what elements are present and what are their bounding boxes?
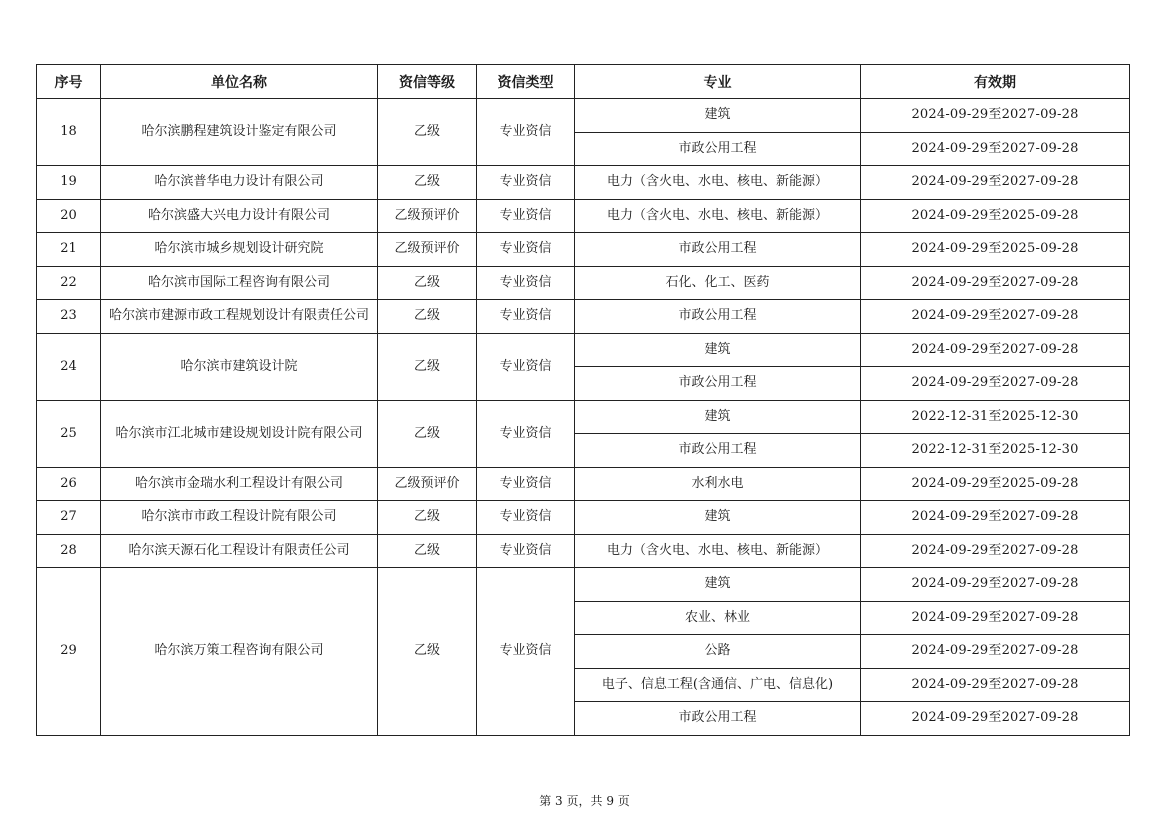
cell-period: 2024-09-29至2027-09-28 <box>861 266 1130 300</box>
cell-unit-name: 哈尔滨万策工程咨询有限公司 <box>101 568 378 736</box>
cell-type: 专业资信 <box>477 166 575 200</box>
cell-major: 石化、化工、医药 <box>575 266 861 300</box>
cell-unit-name: 哈尔滨市金瑞水利工程设计有限公司 <box>101 467 378 501</box>
cell-period: 2022-12-31至2025-12-30 <box>861 400 1130 434</box>
table-row <box>37 300 1130 334</box>
header-period: 有效期 <box>861 65 1130 99</box>
cell-no: 26 <box>37 467 101 501</box>
cell-major: 建筑 <box>575 99 861 133</box>
table-row <box>37 266 1130 300</box>
cell-no: 18 <box>37 99 101 166</box>
cell-level: 乙级预评价 <box>378 199 477 233</box>
cell-period: 2024-09-29至2027-09-28 <box>861 367 1130 401</box>
cell-level: 乙级 <box>378 400 477 467</box>
header-unit-name: 单位名称 <box>101 65 378 99</box>
cell-level: 乙级 <box>378 333 477 400</box>
header-type: 资信类型 <box>477 65 575 99</box>
cell-no: 20 <box>37 199 101 233</box>
cell-level: 乙级 <box>378 534 477 568</box>
cell-unit-name: 哈尔滨盛大兴电力设计有限公司 <box>101 199 378 233</box>
table-header-row <box>37 65 1130 99</box>
cell-no: 27 <box>37 501 101 535</box>
cell-major: 农业、林业 <box>575 601 861 635</box>
cell-period: 2024-09-29至2027-09-28 <box>861 300 1130 334</box>
cell-level: 乙级 <box>378 501 477 535</box>
cell-no: 23 <box>37 300 101 334</box>
header-no: 序号 <box>37 65 101 99</box>
cell-level: 乙级 <box>378 166 477 200</box>
cell-type: 专业资信 <box>477 300 575 334</box>
cell-level: 乙级 <box>378 568 477 736</box>
cell-major: 建筑 <box>575 568 861 602</box>
cell-major: 电子、信息工程(含通信、广电、信息化) <box>575 668 861 702</box>
table-body <box>37 99 1130 736</box>
cell-type: 专业资信 <box>477 534 575 568</box>
cell-major: 市政公用工程 <box>575 702 861 736</box>
cell-period: 2024-09-29至2027-09-28 <box>861 132 1130 166</box>
cell-type: 专业资信 <box>477 99 575 166</box>
cell-period: 2024-09-29至2027-09-28 <box>861 668 1130 702</box>
cell-type: 专业资信 <box>477 266 575 300</box>
cell-major: 建筑 <box>575 333 861 367</box>
header-level: 资信等级 <box>378 65 477 99</box>
cell-no: 25 <box>37 400 101 467</box>
cell-level: 乙级预评价 <box>378 467 477 501</box>
cell-unit-name: 哈尔滨市江北城市建设规划设计院有限公司 <box>101 400 378 467</box>
cell-level: 乙级 <box>378 99 477 166</box>
cell-type: 专业资信 <box>477 568 575 736</box>
cell-no: 21 <box>37 233 101 267</box>
table-row <box>37 534 1130 568</box>
cell-unit-name: 哈尔滨市建筑设计院 <box>101 333 378 400</box>
cell-no: 28 <box>37 534 101 568</box>
cell-major: 建筑 <box>575 501 861 535</box>
header-major: 专业 <box>575 65 861 99</box>
cell-no: 19 <box>37 166 101 200</box>
cell-level: 乙级预评价 <box>378 233 477 267</box>
cell-unit-name: 哈尔滨市建源市政工程规划设计有限责任公司 <box>101 300 378 334</box>
cell-unit-name: 哈尔滨鹏程建筑设计鉴定有限公司 <box>101 99 378 166</box>
cell-type: 专业资信 <box>477 501 575 535</box>
cell-period: 2024-09-29至2025-09-28 <box>861 233 1130 267</box>
cell-period: 2024-09-29至2027-09-28 <box>861 601 1130 635</box>
cell-period: 2024-09-29至2027-09-28 <box>861 635 1130 669</box>
cell-period: 2024-09-29至2027-09-28 <box>861 702 1130 736</box>
table-row <box>37 568 1130 602</box>
cell-level: 乙级 <box>378 300 477 334</box>
table-row <box>37 501 1130 535</box>
cell-unit-name: 哈尔滨普华电力设计有限公司 <box>101 166 378 200</box>
cell-period: 2024-09-29至2027-09-28 <box>861 568 1130 602</box>
cell-period: 2024-09-29至2025-09-28 <box>861 199 1130 233</box>
cell-unit-name: 哈尔滨市国际工程咨询有限公司 <box>101 266 378 300</box>
cell-period: 2024-09-29至2027-09-28 <box>861 333 1130 367</box>
cell-no: 22 <box>37 266 101 300</box>
cell-type: 专业资信 <box>477 400 575 467</box>
cell-major: 水利水电 <box>575 467 861 501</box>
cell-major: 市政公用工程 <box>575 367 861 401</box>
cell-major: 电力（含火电、水电、核电、新能源） <box>575 166 861 200</box>
cell-major: 市政公用工程 <box>575 300 861 334</box>
cell-major: 电力（含火电、水电、核电、新能源） <box>575 199 861 233</box>
table-row <box>37 99 1130 133</box>
cell-no: 29 <box>37 568 101 736</box>
cell-period: 2024-09-29至2027-09-28 <box>861 166 1130 200</box>
cell-period: 2024-09-29至2027-09-28 <box>861 501 1130 535</box>
cell-level: 乙级 <box>378 266 477 300</box>
table-row <box>37 199 1130 233</box>
cell-type: 专业资信 <box>477 467 575 501</box>
cell-type: 专业资信 <box>477 333 575 400</box>
table-row <box>37 166 1130 200</box>
cell-major: 市政公用工程 <box>575 132 861 166</box>
cell-unit-name: 哈尔滨市城乡规划设计研究院 <box>101 233 378 267</box>
table-row <box>37 233 1130 267</box>
table-row <box>37 467 1130 501</box>
cell-type: 专业资信 <box>477 199 575 233</box>
qualification-table <box>36 64 1130 736</box>
cell-period: 2024-09-29至2025-09-28 <box>861 467 1130 501</box>
cell-type: 专业资信 <box>477 233 575 267</box>
cell-period: 2024-09-29至2027-09-28 <box>861 99 1130 133</box>
cell-major: 建筑 <box>575 400 861 434</box>
cell-major: 公路 <box>575 635 861 669</box>
cell-period: 2022-12-31至2025-12-30 <box>861 434 1130 468</box>
cell-unit-name: 哈尔滨市市政工程设计院有限公司 <box>101 501 378 535</box>
cell-major: 市政公用工程 <box>575 434 861 468</box>
cell-unit-name: 哈尔滨天源石化工程设计有限责任公司 <box>101 534 378 568</box>
table-row <box>37 333 1130 367</box>
cell-major: 市政公用工程 <box>575 233 861 267</box>
cell-no: 24 <box>37 333 101 400</box>
table-row <box>37 400 1130 434</box>
page-footer: 第 3 页，共 9 页 <box>539 794 630 808</box>
cell-period: 2024-09-29至2027-09-28 <box>861 534 1130 568</box>
cell-major: 电力（含火电、水电、核电、新能源） <box>575 534 861 568</box>
